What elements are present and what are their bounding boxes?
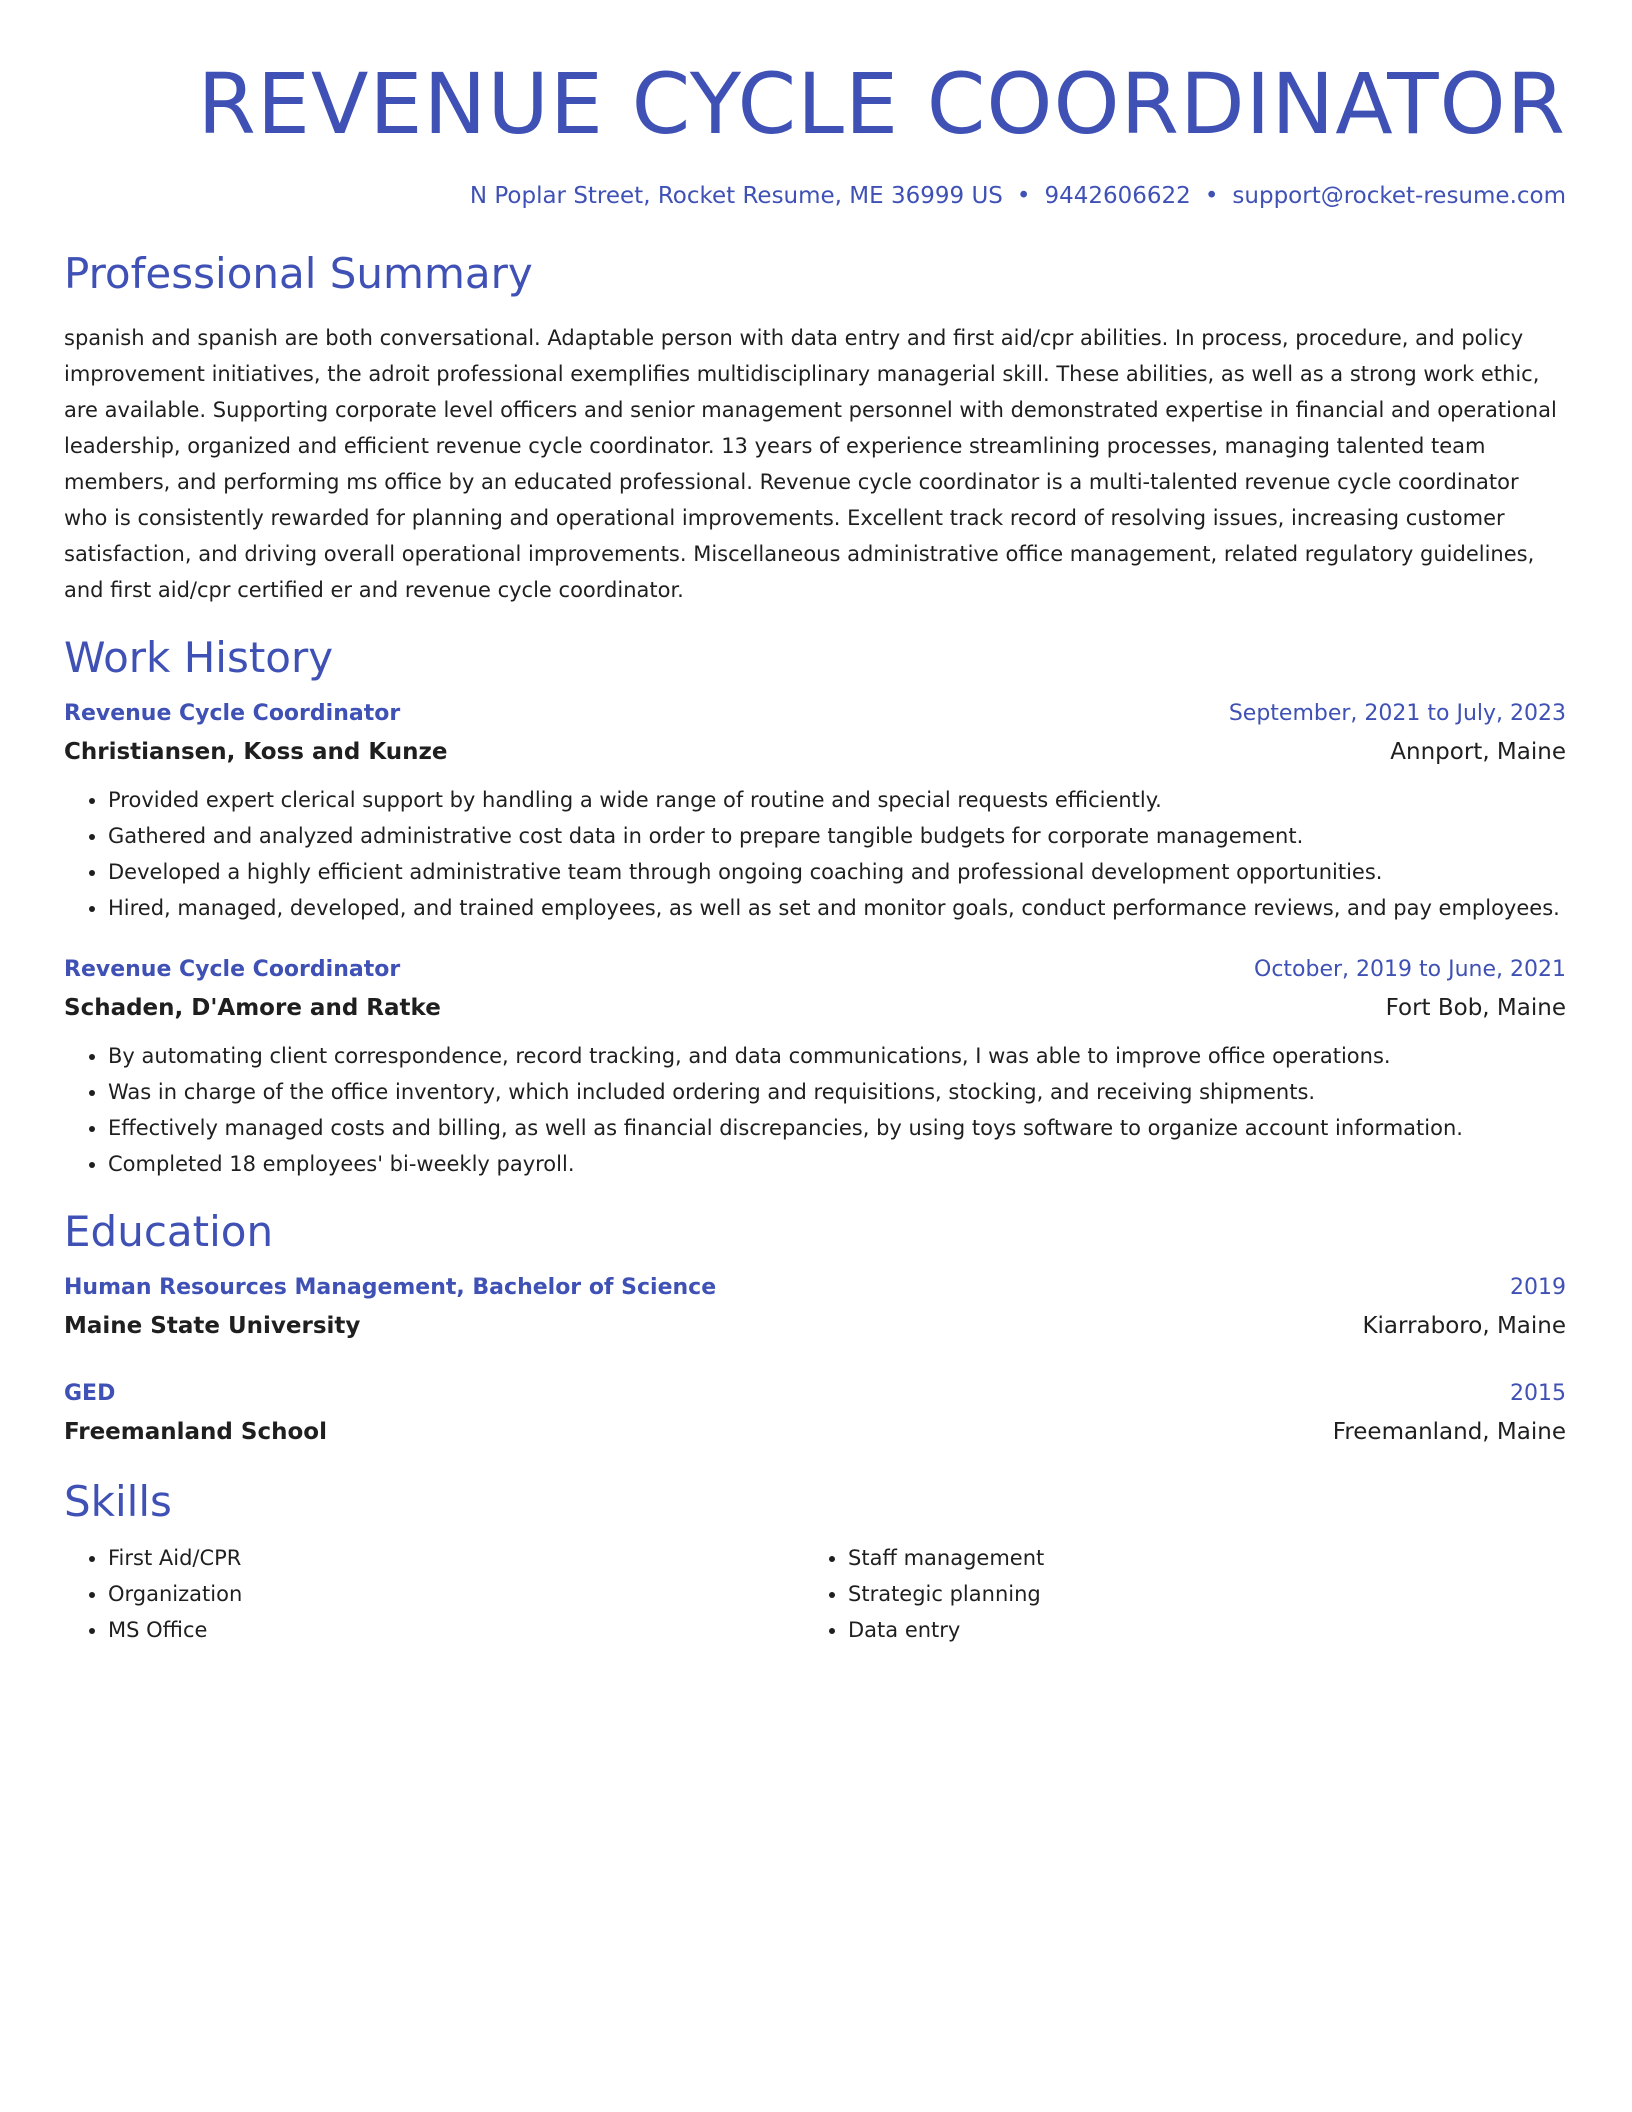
job-duty: • Effectively managed costs and billing, as well as financial discrepancies, by using toys software to organize account information. <box>108 1110 1566 1146</box>
job-duty: • Gathered and analyzed administrative cost data in order to prepare tangible budgets for corporate management. <box>108 818 1566 854</box>
resume-page <box>64 48 1566 1648</box>
skill-item: • Staff management <box>848 1540 1544 1576</box>
education-heading: Education <box>64 1207 274 1256</box>
job-duties-list <box>64 1038 1566 1182</box>
education-location: Freemanland, Maine <box>1332 1419 1566 1445</box>
skills-list-right <box>804 1540 1544 1648</box>
education-degree: GED <box>64 1381 116 1406</box>
summary-heading: Professional Summary <box>64 249 533 298</box>
job-title-row <box>64 952 1566 988</box>
job-location: Annport, Maine <box>1390 739 1566 765</box>
job-duty: • Completed 18 employees' bi-weekly payroll. <box>108 1146 1566 1182</box>
education-entry <box>64 1270 1566 1346</box>
job-dates: October, 2019 to June, 2021 <box>1254 957 1566 982</box>
job-company-row <box>64 988 1566 1028</box>
job-dates: September, 2021 to July, 2023 <box>1228 701 1566 726</box>
job-company-row <box>64 732 1566 772</box>
education-section <box>64 1204 1566 1452</box>
contact-separator: • <box>1204 183 1219 209</box>
summary-text: spanish and spanish are both conversational. Adaptable person with data entry and first aid/cpr abilities. In process, procedure, and policy improvement initiatives, the adroit professional exemplifies multidisciplinary managerial skill. These abilities, as well as a strong work ethic, are available. Supporting corporate level officers and senior management personnel with demonstrated expertise in financial and operational leadership, organized and efficient revenue cycle coordinator. 13 years of experience streamlining processes, managing talented team members, and performing ms office by an educated professional. Revenue cycle coordinator is a multi-talented revenue cycle coordinator who is consistently rewarded for planning and operational improvements. Excellent track record of resolving issues, increasing customer satisfaction, and driving overall operational improvements. Miscellaneous administrative office management, related regulatory guidelines, and first aid/cpr certified er and revenue cycle coordinator. <box>64 326 1557 602</box>
education-year: 2015 <box>1510 1381 1566 1406</box>
skill-item: • Data entry <box>848 1612 1544 1648</box>
education-year: 2019 <box>1510 1275 1566 1300</box>
job-title: Revenue Cycle Coordinator <box>64 701 401 726</box>
job-duty: • Developed a highly efficient administrative team through ongoing coaching and professional development opportunities. <box>108 854 1566 890</box>
job-duty: • Hired, managed, developed, and trained employees, as well as set and monitor goals, conduct performance reviews, and pay employees. <box>108 890 1566 926</box>
skill-item: • First Aid/CPR <box>108 1540 804 1576</box>
contact-line <box>64 180 1566 212</box>
contact-separator: • <box>1016 183 1031 209</box>
job-location: Fort Bob, Maine <box>1385 995 1566 1021</box>
skills-heading: Skills <box>64 1477 172 1526</box>
job-duty: • Provided expert clerical support by handling a wide range of routine and special requests efficiently. <box>108 782 1566 818</box>
job-duties-list <box>64 782 1566 926</box>
education-school: Maine State University <box>64 1313 361 1339</box>
skill-item: • Organization <box>108 1576 804 1612</box>
job-title-row <box>64 696 1566 732</box>
education-school: Freemanland School <box>64 1419 327 1445</box>
work-history-heading: Work History <box>64 633 334 682</box>
education-entry <box>64 1376 1566 1452</box>
job-entry <box>64 952 1566 1182</box>
summary-section <box>64 246 1566 608</box>
skills-grid <box>64 1540 1566 1648</box>
education-school-row <box>64 1412 1566 1452</box>
job-entry <box>64 696 1566 926</box>
education-location: Kiarraboro, Maine <box>1362 1313 1566 1339</box>
skills-section <box>64 1474 1566 1648</box>
contact-phone[interactable]: 9442606622 <box>1044 183 1191 209</box>
contact-address: N Poplar Street, Rocket Resume, ME 36999 US <box>469 183 1003 209</box>
education-degree-row <box>64 1270 1566 1306</box>
candidate-name: REVENUE CYCLE COORDINATOR <box>197 55 1566 153</box>
job-company: Schaden, D'Amore and Ratke <box>64 995 441 1021</box>
skill-item: • MS Office <box>108 1612 804 1648</box>
job-title: Revenue Cycle Coordinator <box>64 957 401 982</box>
skill-item: • Strategic planning <box>848 1576 1544 1612</box>
work-history-section <box>64 630 1566 1182</box>
education-degree: Human Resources Management, Bachelor of Science <box>64 1275 717 1300</box>
skills-list-left <box>64 1540 804 1648</box>
education-school-row <box>64 1306 1566 1346</box>
resume-header <box>64 48 1566 212</box>
contact-email[interactable]: support@rocket-resume.com <box>1232 183 1566 209</box>
education-degree-row <box>64 1376 1566 1412</box>
job-duty: • Was in charge of the office inventory, which included ordering and requisitions, stocking, and receiving shipments. <box>108 1074 1566 1110</box>
job-duty: • By automating client correspondence, record tracking, and data communications, I was able to improve office operations. <box>108 1038 1566 1074</box>
job-company: Christiansen, Koss and Kunze <box>64 739 448 765</box>
